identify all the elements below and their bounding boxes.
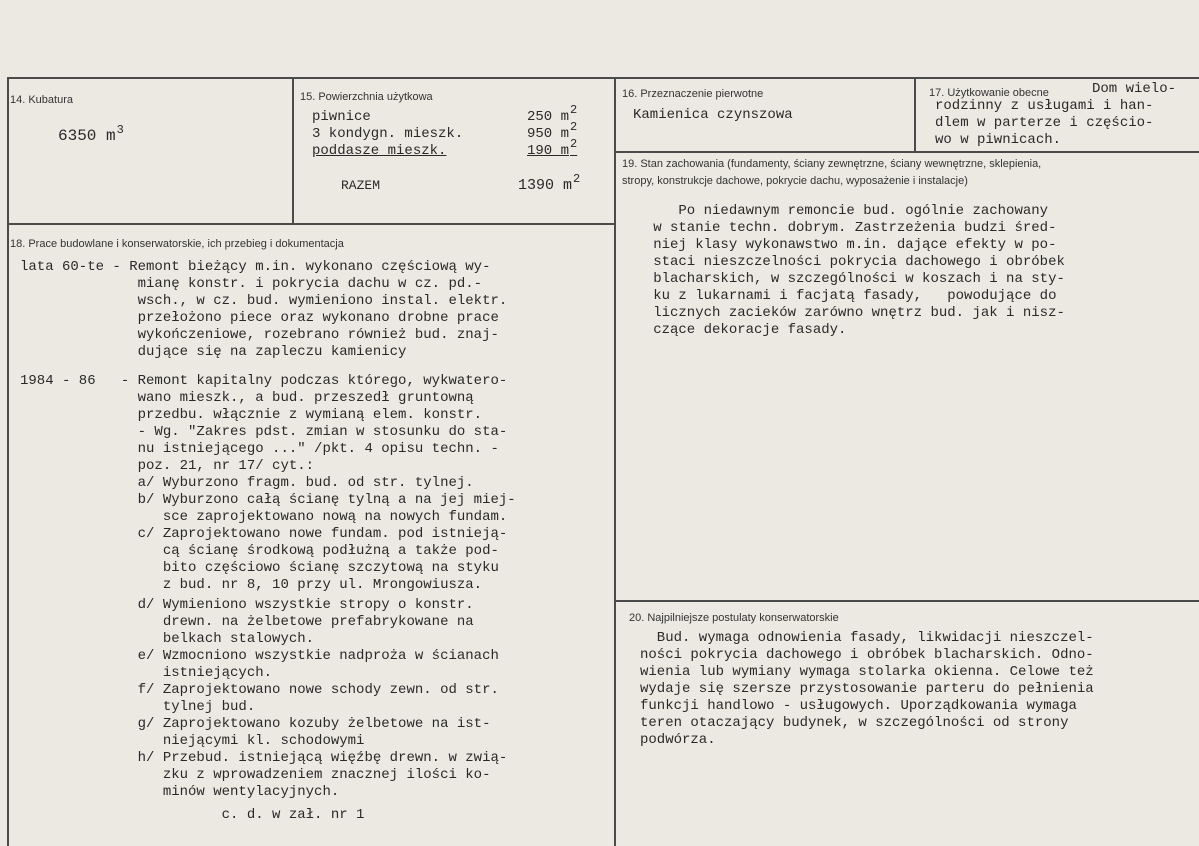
s19-label-line-2: stropy, konstrukcje dachowe, pokrycie dachu, wyposażenie i instalacje) [622,175,968,187]
s17-line-1: Dom wielo- [1092,81,1177,97]
s19-line: niej klasy wykonawstwo m.in. dające efekty w po- [628,237,1057,253]
s20-line: wydaje się szersze przystosowanie parteru do pełnienia [640,681,1094,697]
s20-line: funkcji handlowo - usługowych. Uporządkowania wymaga [640,698,1077,714]
s14-value: 6350 $m^3$ [58,123,124,145]
s19-line: w stanie techn. dobrym. Zastrzeżenia budzi śred- [628,220,1057,236]
s19-line: czące dekoracje fasady. [628,322,847,338]
s17-line-3: dlem w parterze i częścio- [935,115,1154,131]
s19-line: Po niedawnym remoncie bud. ogólnie zachowany [628,203,1049,219]
s18-line: przełożono piece oraz wykonano drobne prace [20,310,499,326]
s18-line: nu istniejącego ..." /pkt. 4 opisu techn. - [20,441,499,457]
s18-line: d/ Wymieniono wszystkie stropy o konstr. [20,597,474,613]
row1-bottom-rule-left [8,223,615,225]
s19-line: licznych zacieków zarówno wnętrz bud. jak i nisz- [628,305,1065,321]
s20-line: Bud. wymaga odnowienia fasady, likwidacji nieszczel- [640,630,1094,646]
s18-line: niejącymi kl. schodowymi [20,733,365,749]
s18-line: - Wg. "Zakres pdst. zmian w stosunku do sta- [20,424,508,440]
s15-row-1-value: 250 m2 [527,103,578,125]
s18-line: tylnej bud. [20,699,256,715]
s19-line: staci nieszczelności pokrycia dachowego i obróbek [628,254,1065,270]
s18-line: cą ścianę środkową podłużną a także pod- [20,543,499,559]
divider-14-15 [292,77,294,224]
s19-line: blacharskich, w szczególności w koszach i na sty- [628,271,1065,287]
s18-line: zku z wprowadzeniem znacznej ilości ko- [20,767,491,783]
s18-line: belkach stalowych. [20,631,315,647]
s18-line: c/ Zaprojektowano nowe fundam. pod istnieją- [20,526,508,542]
s19-line: ku z lukarnami i facjatą fasady, powodujące do [628,288,1057,304]
s15-total-value: 1390 $m^2$ [518,172,581,194]
s18-line: f/ Zaprojektowano nowe schody zewn. od str. [20,682,499,698]
s18-line: mianę konstr. i pokrycia dachu w cz. pd.- [20,276,483,292]
s18-line: poz. 21, nr 17/ cyt.: [20,458,315,474]
left-border [7,77,9,846]
s15-row-2-value: 950 m2 [527,120,578,142]
s18-line: wano mieszk., a bud. przeszedł gruntowną [20,390,474,406]
s16-label: 16. Przeznaczenie pierwotne [622,88,764,100]
s15-label: 15. Powierzchnia użytkowa [300,91,433,103]
s20-label: 20. Najpilniejsze postulaty konserwatorskie [629,612,839,624]
s14-label: 14. Kubatura [10,94,73,106]
divider-16-17 [914,77,916,152]
s18-line: c. d. w zał. nr 1 [20,807,365,823]
s19-label-line-1: 19. Stan zachowania (fundamenty, ściany zewnętrzne, ściany wewnętrzne, sklepienia, [622,158,1042,170]
s20-line: wienia lub wymiany wymaga stolarka okienna. Celowe też [640,664,1094,680]
s17-label: 17. Użytkowanie obecne [929,87,1049,99]
s18-line: przedbu. włącznie z wymianą elem. konstr. [20,407,483,423]
s18-line: dujące się na zapleczu kamienicy [20,344,407,360]
s18-line: sce zaprojektowano nową na nowych fundam. [20,509,508,525]
s18-line: b/ Wyburzono całą ścianę tylną a na jej miej- [20,492,516,508]
s18-line: h/ Przebud. istniejącą więźbę drewn. w zwią- [20,750,508,766]
s17-line-2: rodzinny z usługami i han- [935,98,1154,114]
s18-line: bito częściowo ścianę szczytową na styku [20,560,499,576]
s18-line: e/ Wzmocniono wszystkie nadproża w ścianach [20,648,499,664]
s15-row-3-name: poddasze mieszk. [312,143,447,159]
s19-bottom-rule [615,600,1199,602]
s18-line: a/ Wyburzono fragm. bud. od str. tylnej. [20,475,474,491]
s17-line-4: wo w piwnicach. [935,132,1062,148]
s18-line: istniejących. [20,665,273,681]
s15-row-1-name: piwnice [312,109,371,125]
s20-line: podwórza. [640,732,716,748]
s15-total-label: RAZEM [341,178,381,193]
s15-row-3-value: 190 m2 [527,137,578,159]
s16-value: Kamienica czynszowa [633,107,793,123]
s20-line: teren otaczający budynek, w szczególności od strony [640,715,1069,731]
s18-line: wykończeniowe, rozebrano również bud. znaj- [20,327,499,343]
s18-line: z bud. nr 8, 10 przy ul. Mrongowiusza. [20,577,483,593]
s18-line: lata 60-te - Remont bieżący m.in. wykonano częściową wy- [20,259,491,275]
s16-bottom-rule [615,151,1199,153]
s20-line: ności pokrycia dachowego i obróbek blacharskich. Odno- [640,647,1094,663]
s18-label: 18. Prace budowlane i konserwatorskie, ich przebieg i dokumentacja [10,238,344,250]
s18-line: drewn. na żelbetowe prefabrykowane na [20,614,474,630]
s15-row-2-name: 3 kondygn. mieszk. [312,126,464,142]
s18-line: g/ Zaprojektowano kozuby żelbetowe na ist- [20,716,491,732]
top-rule [8,77,1199,79]
s18-line: 1984 - 86 - Remont kapitalny podczas którego, wykwaterо- [20,373,508,389]
s18-line: minów wentylacyjnych. [20,784,340,800]
s18-line: wsch., w cz. bud. wymieniono instal. elektr. [20,293,508,309]
center-divider [614,77,616,846]
